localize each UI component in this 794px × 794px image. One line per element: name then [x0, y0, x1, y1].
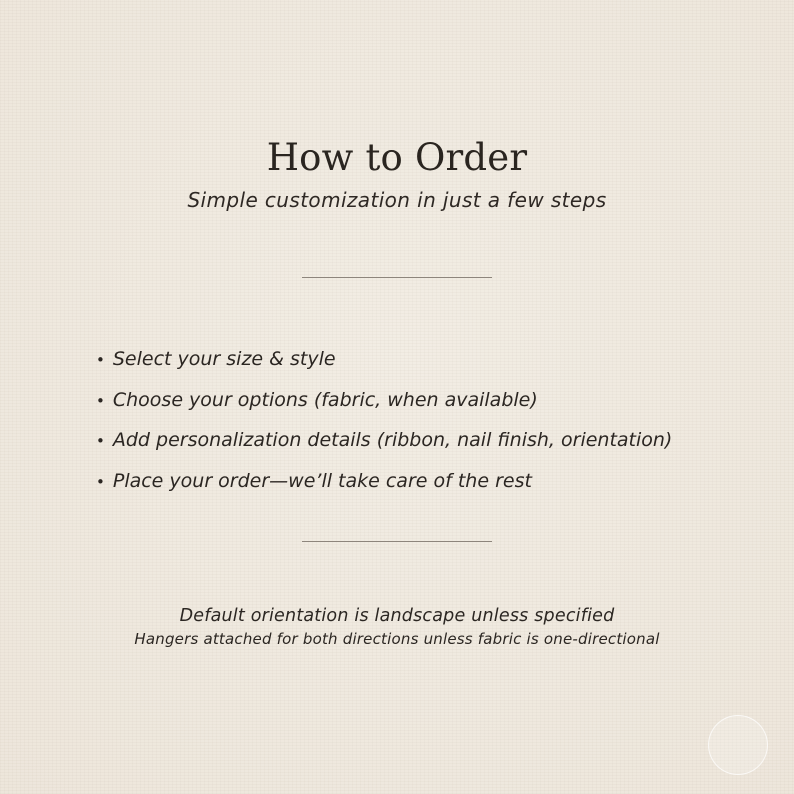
bottom-divider — [302, 541, 492, 542]
list-item — [96, 462, 776, 503]
page-subtitle: Simple customization in just a few steps — [187, 188, 607, 212]
step-label: Add personalization details (ribbon, nail finish, orientation) — [112, 429, 673, 451]
step-label: Place your order—we’ll take care of the rest — [112, 469, 532, 492]
logo-seal-icon — [708, 715, 768, 775]
step-label: Select your size & style — [112, 348, 336, 370]
list-item — [96, 421, 776, 462]
list-item — [96, 381, 776, 422]
list-item — [96, 340, 776, 381]
order-steps-list — [96, 340, 776, 502]
page-title: How to Order — [266, 136, 528, 179]
bullet-icon: • — [96, 472, 105, 491]
bullet-icon: • — [96, 351, 105, 369]
bullet-icon: • — [96, 432, 105, 450]
bullet-icon: • — [96, 391, 105, 410]
hangers-note: Hangers attached for both directions unless fabric is one-directional — [134, 630, 660, 648]
orientation-note: Default orientation is landscape unless specified — [179, 606, 615, 626]
step-label: Choose your options (fabric, when available) — [112, 388, 538, 411]
top-divider — [302, 277, 492, 278]
